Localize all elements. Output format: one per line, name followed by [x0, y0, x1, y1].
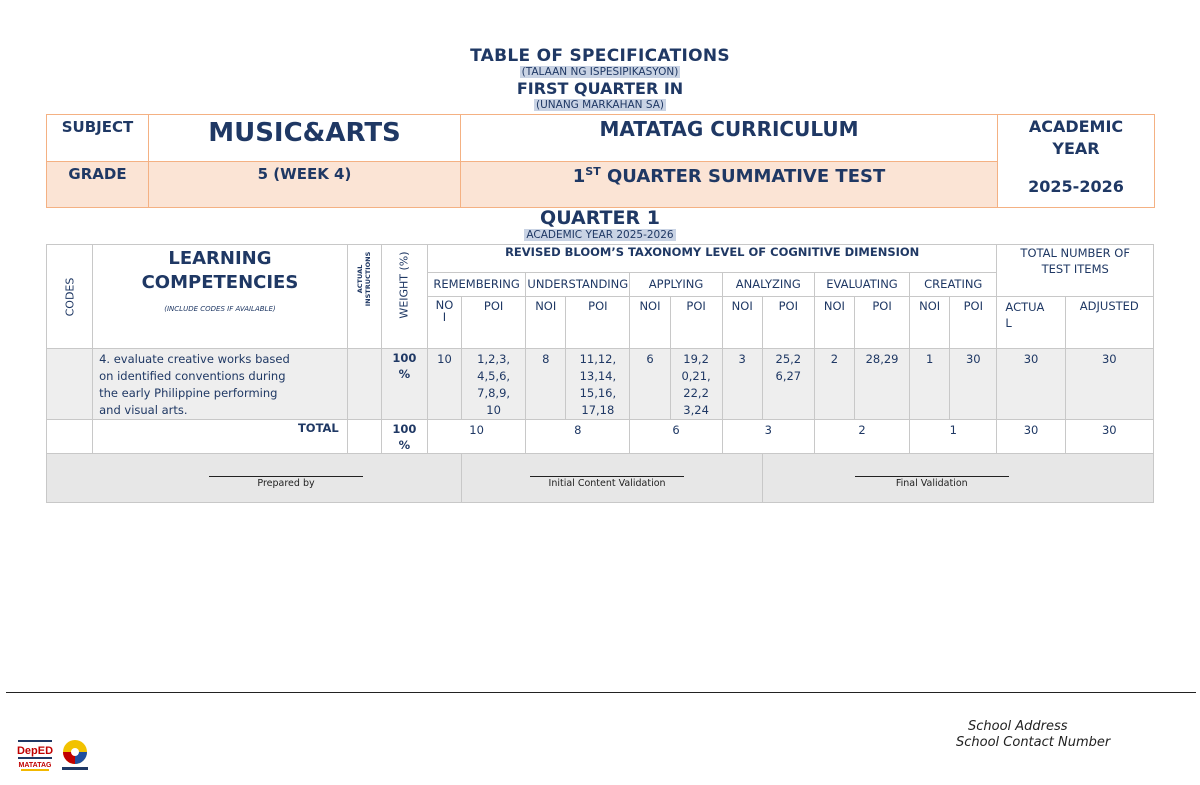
- info-table: [46, 114, 1155, 208]
- applying-poi: 19,2 0,21, 22,2 3,24: [670, 349, 722, 420]
- document-subtitle: (TALAAN NG ISPESIPIKASYON): [521, 66, 679, 78]
- signature-row: [47, 454, 1154, 503]
- adjusted-total-cell: 30: [1065, 349, 1153, 420]
- document-title: TABLE OF SPECIFICATIONS: [470, 46, 730, 66]
- grade-value: 5 (WEEK 4): [149, 161, 461, 208]
- grade-label: GRADE: [47, 161, 149, 208]
- prepared-by-cell: [47, 454, 462, 503]
- level-understanding: UNDERSTANDING: [526, 273, 630, 297]
- competency-cell: 4. evaluate creative works based on identified conventions during the early Philippine performing and visual arts.: [93, 349, 348, 420]
- total-remembering: 10: [427, 420, 525, 454]
- quarter-one-title: QUARTER 1: [540, 207, 660, 229]
- prepared-by-line: [209, 476, 363, 477]
- initial-validation-cell: [462, 454, 763, 503]
- total-instructions-cell: [347, 420, 381, 454]
- bloom-taxonomy-header: REVISED BLOOM’S TAXONOMY LEVEL OF COGNITIVE DIMENSION: [427, 245, 996, 273]
- noi-header: NOI: [630, 297, 670, 349]
- quarter-one-subtitle: ACADEMIC YEAR 2025-2026: [526, 229, 674, 241]
- evaluating-noi: 2: [814, 349, 854, 420]
- deped-matatag-logo: [17, 740, 53, 772]
- poi-header: POI: [566, 297, 630, 349]
- subject-value: MUSIC&ARTS: [149, 115, 461, 162]
- subject-label: SUBJECT: [47, 115, 149, 162]
- noi-header: NOI: [814, 297, 854, 349]
- actual-instructions-cell: [347, 349, 381, 420]
- quarter-one-block: [0, 207, 1200, 241]
- noi-header: NOI: [526, 297, 566, 349]
- level-creating: CREATING: [910, 273, 997, 297]
- level-applying: APPLYING: [630, 273, 722, 297]
- competencies-title-2: COMPETENCIES: [141, 272, 299, 293]
- title-block: [0, 46, 1200, 111]
- academic-year-label-2: YEAR: [1052, 139, 1100, 158]
- level-analyzing: ANALYZING: [722, 273, 814, 297]
- poi-header: POI: [462, 297, 526, 349]
- competencies-header: [93, 245, 348, 349]
- analyzing-poi: 25,2 6,27: [762, 349, 814, 420]
- noi-header: NOI: [722, 297, 762, 349]
- svg-text:MATATAG: MATATAG: [18, 762, 52, 769]
- code-cell: [47, 349, 93, 420]
- summative-test-label: 1ST QUARTER SUMMATIVE TEST: [461, 161, 998, 208]
- codes-header: CODES: [47, 245, 93, 349]
- total-code-cell: [47, 420, 93, 454]
- prepared-by-label: Prepared by: [257, 478, 315, 489]
- remembering-poi: 1,2,3, 4,5,6, 7,8,9, 10: [462, 349, 526, 420]
- bagong-pilipinas-logo: [58, 738, 92, 772]
- weight-header: WEIGHT (%): [381, 245, 427, 349]
- actual-header: ACTUA L: [997, 297, 1065, 349]
- level-remembering: REMEMBERING: [427, 273, 525, 297]
- adjusted-header: ADJUSTED: [1065, 297, 1153, 349]
- total-analyzing: 3: [722, 420, 814, 454]
- analyzing-noi: 3: [722, 349, 762, 420]
- footer-divider: [6, 692, 1196, 693]
- actual-instructions-header: ACTUAL INSTRUCTIONS: [347, 245, 381, 349]
- understanding-poi: 11,12, 13,14, 15,16, 17,18: [566, 349, 630, 420]
- actual-total-cell: 30: [997, 349, 1065, 420]
- poi-header: POI: [762, 297, 814, 349]
- initial-validation-line: [530, 476, 684, 477]
- total-understanding: 8: [526, 420, 630, 454]
- total-creating: 1: [910, 420, 997, 454]
- total-actual: 30: [997, 420, 1065, 454]
- poi-header: POI: [950, 297, 997, 349]
- svg-text:DepED: DepED: [17, 745, 53, 757]
- noi-header: NO I: [427, 297, 461, 349]
- school-contact-number: School Contact Number: [956, 735, 1111, 750]
- applying-noi: 6: [630, 349, 670, 420]
- total-weight: 100 %: [381, 420, 427, 454]
- weight-cell: 100 %: [381, 349, 427, 420]
- academic-year-label-1: ACADEMIC: [1028, 117, 1124, 136]
- noi-header: NOI: [910, 297, 950, 349]
- specifications-table: [46, 244, 1154, 503]
- total-evaluating: 2: [814, 420, 909, 454]
- poi-header: POI: [670, 297, 722, 349]
- school-address: School Address: [968, 719, 1068, 734]
- evaluating-poi: 28,29: [854, 349, 909, 420]
- poi-header: POI: [854, 297, 909, 349]
- competencies-title-1: LEARNING: [168, 248, 272, 269]
- academic-year-value: 2025-2026: [1028, 177, 1124, 196]
- final-validation-cell: [762, 454, 1153, 503]
- total-row: [47, 420, 1154, 454]
- understanding-noi: 8: [526, 349, 566, 420]
- creating-noi: 1: [910, 349, 950, 420]
- quarter-subheading: (UNANG MARKAHAN SA): [536, 99, 664, 111]
- total-items-header: TOTAL NUMBER OF TEST ITEMS: [997, 245, 1154, 297]
- quarter-heading: FIRST QUARTER IN: [516, 79, 684, 98]
- final-validation-line: [855, 476, 1009, 477]
- final-validation-label: Final Validation: [895, 478, 968, 489]
- total-adjusted: 30: [1065, 420, 1153, 454]
- competencies-note: (INCLUDE CODES IF AVAILABLE): [164, 305, 276, 313]
- creating-poi: 30: [950, 349, 997, 420]
- total-applying: 6: [630, 420, 722, 454]
- level-evaluating: EVALUATING: [814, 273, 909, 297]
- initial-validation-label: Initial Content Validation: [548, 478, 666, 489]
- remembering-noi: 10: [427, 349, 461, 420]
- curriculum-label: MATATAG CURRICULUM: [461, 115, 998, 162]
- academic-year-cell: [998, 115, 1155, 208]
- table-row: [47, 349, 1154, 420]
- total-label: TOTAL: [93, 420, 348, 454]
